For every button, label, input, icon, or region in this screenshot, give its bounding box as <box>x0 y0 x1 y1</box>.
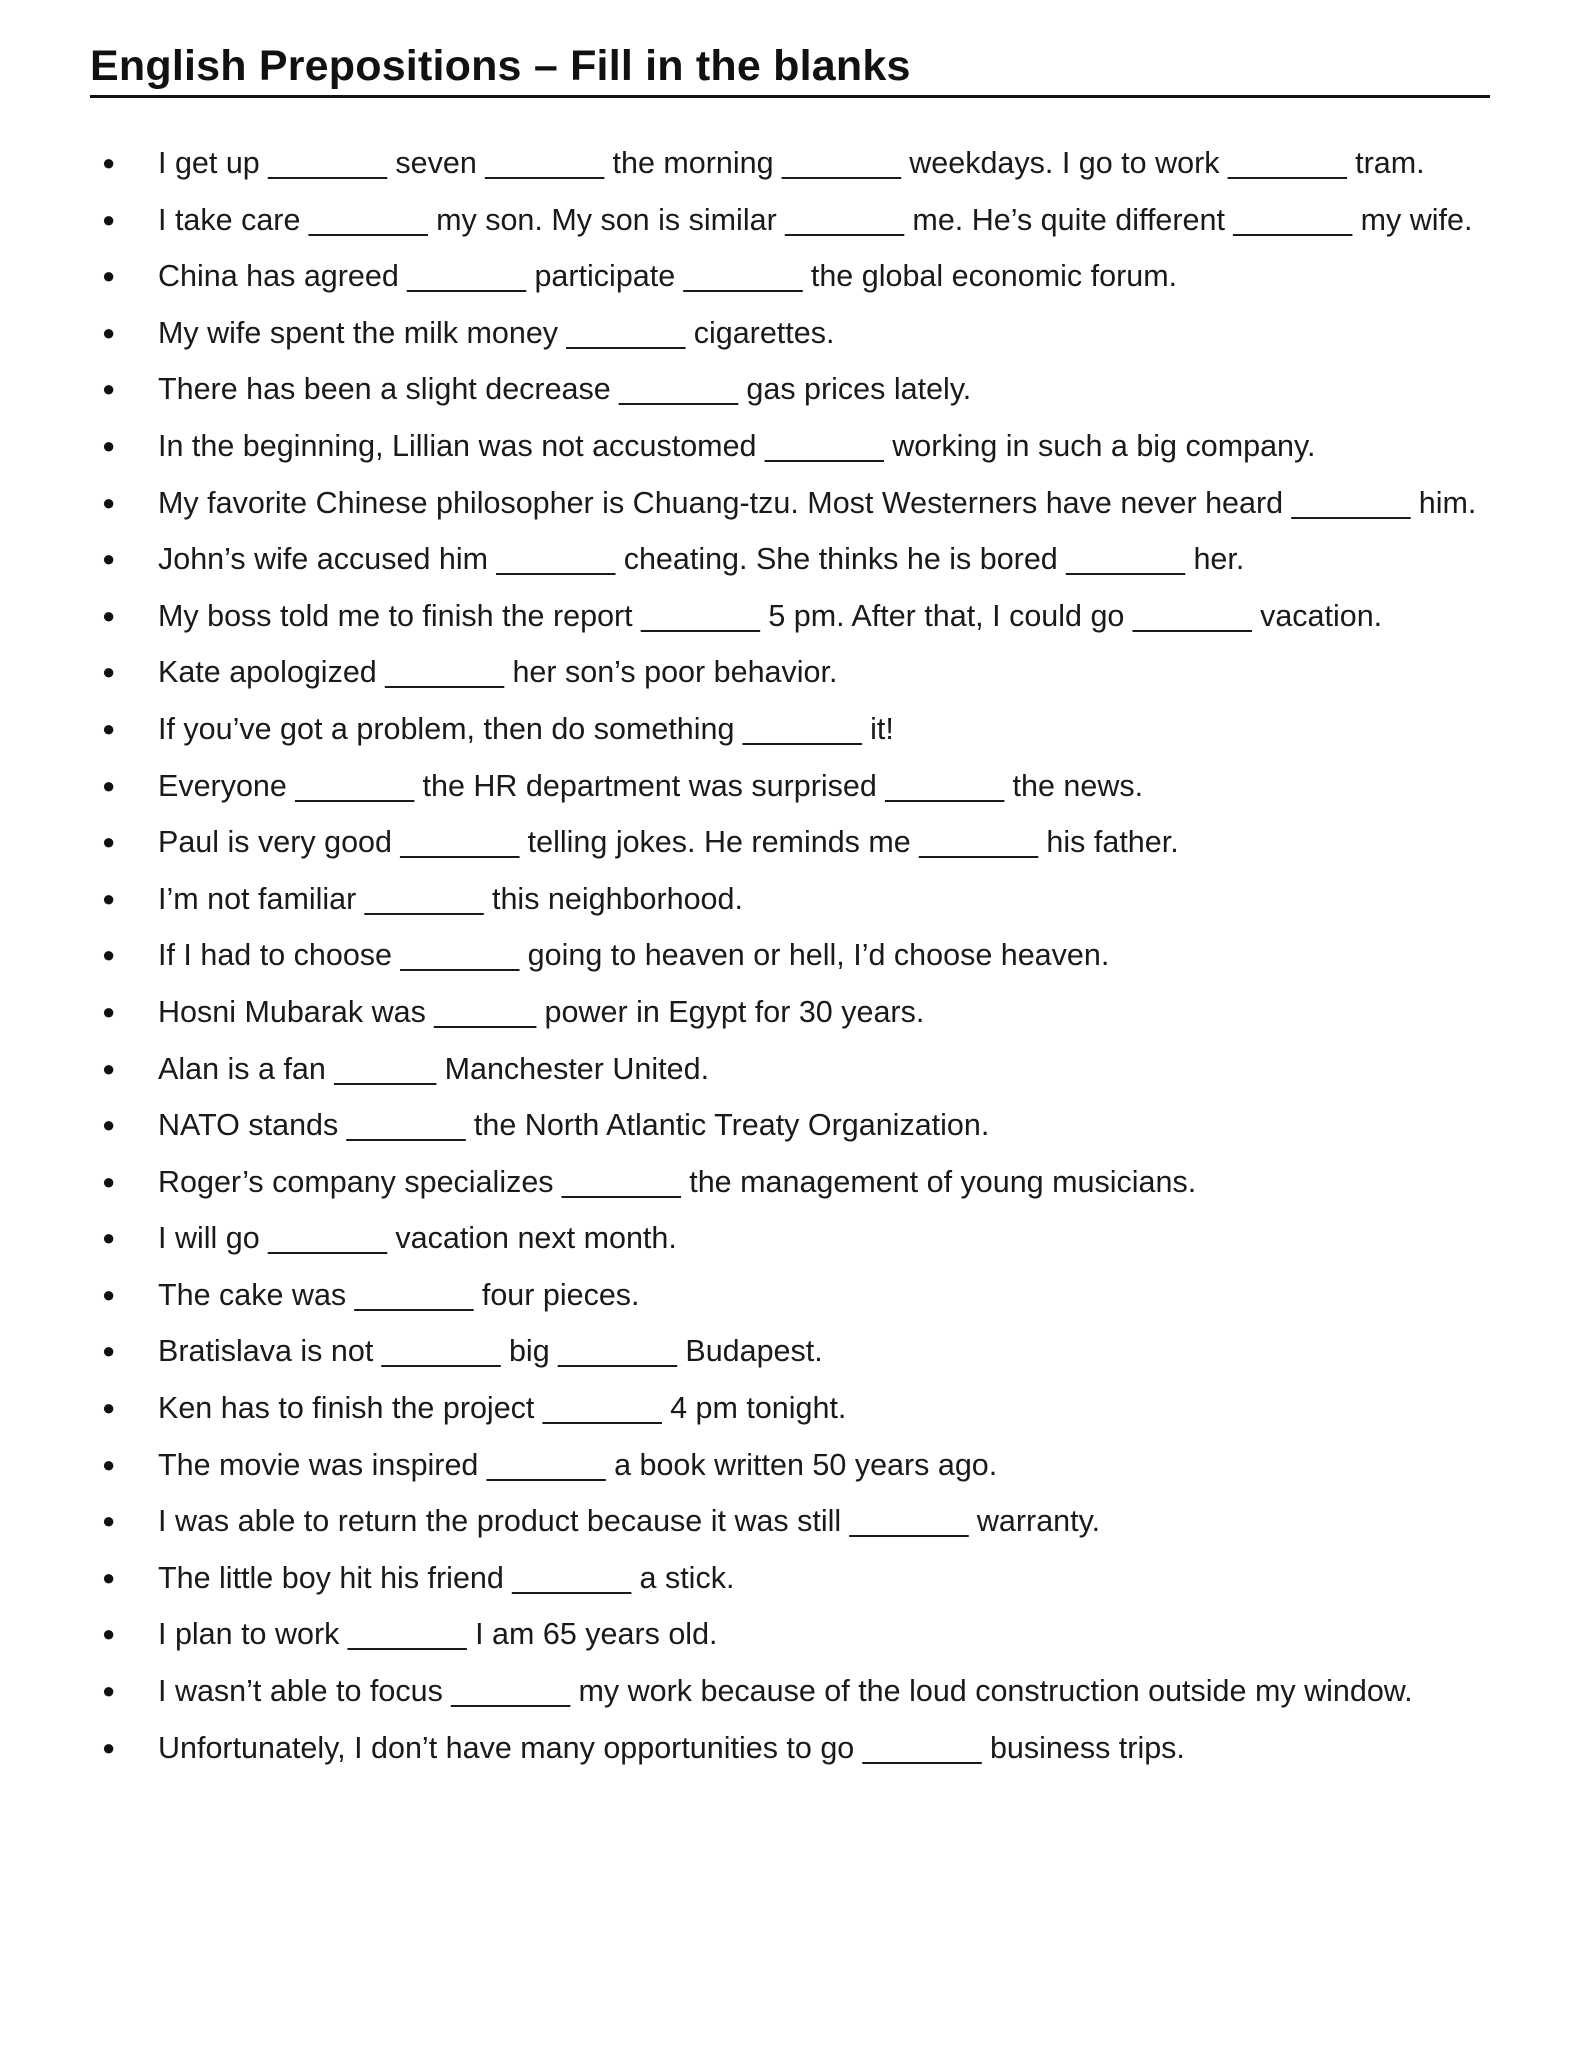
bullet-icon: ● <box>102 772 116 798</box>
exercise-sentence: My favorite Chinese philosopher is Chuang-tzu. Most Westerners have never heard _______ him. <box>158 485 1477 520</box>
exercise-item <box>90 192 1490 249</box>
bullet-icon: ● <box>102 489 116 515</box>
bullet-icon: ● <box>102 1508 116 1534</box>
worksheet-title: English Prepositions – Fill in the blanks <box>90 42 911 90</box>
bullet-icon: ● <box>102 150 116 175</box>
bullet-icon: ● <box>102 885 116 911</box>
exercise-item <box>90 984 1490 1041</box>
bullet-icon: ● <box>102 602 116 628</box>
exercise-item <box>90 1210 1490 1267</box>
exercise-item <box>90 475 1490 532</box>
bullet-icon: ● <box>102 206 116 232</box>
exercise-sentence: Unfortunately, I don’t have many opportunities to go _______ business trips. <box>158 1730 1185 1765</box>
exercise-item <box>90 1493 1490 1550</box>
bullet-icon: ● <box>102 546 116 572</box>
exercise-item <box>90 305 1490 362</box>
bullet-icon: ● <box>102 1055 116 1081</box>
exercise-item <box>90 871 1490 928</box>
exercise-item <box>90 588 1490 645</box>
exercise-sentence: Hosni Mubarak was ______ power in Egypt for 30 years. <box>158 994 925 1029</box>
exercise-item <box>90 1323 1490 1380</box>
exercise-sentence: The cake was _______ four pieces. <box>158 1277 640 1312</box>
exercise-item <box>90 135 1490 192</box>
exercise-item <box>90 1720 1490 1777</box>
exercise-item <box>90 1267 1490 1324</box>
exercise-sentence: I will go _______ vacation next month. <box>158 1221 677 1256</box>
exercise-item <box>90 927 1490 984</box>
exercise-sentence: I was able to return the product because it was still _______ warranty. <box>158 1504 1101 1539</box>
exercise-item <box>90 1380 1490 1437</box>
bullet-icon: ● <box>102 1338 116 1364</box>
exercise-item <box>90 814 1490 871</box>
exercise-sentence: My wife spent the milk money _______ cigarettes. <box>158 315 835 350</box>
bullet-icon: ● <box>102 1395 116 1421</box>
exercise-sentence: NATO stands _______ the North Atlantic Treaty Organization. <box>158 1108 990 1143</box>
exercise-sentence: I plan to work _______ I am 65 years old. <box>158 1617 718 1652</box>
exercise-sentence: I’m not familiar _______ this neighborhood. <box>158 881 743 916</box>
bullet-icon: ● <box>102 1678 116 1704</box>
exercise-item <box>90 1606 1490 1663</box>
bullet-icon: ● <box>102 1281 116 1307</box>
exercise-item <box>90 1437 1490 1494</box>
exercise-item <box>90 1663 1490 1720</box>
exercise-sentence: I wasn’t able to focus _______ my work because of the loud construction outside my window. <box>158 1674 1413 1709</box>
exercise-sentence: I take care _______ my son. My son is similar _______ me. He’s quite different _______ my wife. <box>158 202 1473 237</box>
bullet-icon: ● <box>102 829 116 855</box>
exercise-sentence: My boss told me to finish the report _______ 5 pm. After that, I could go _______ vacation. <box>158 598 1383 633</box>
bullet-icon: ● <box>102 376 116 402</box>
exercise-item <box>90 1154 1490 1211</box>
exercise-sentence: Bratislava is not _______ big _______ Budapest. <box>158 1334 823 1369</box>
bullet-icon: ● <box>102 263 116 289</box>
bullet-icon: ● <box>102 1225 116 1251</box>
bullet-icon: ● <box>102 1112 116 1138</box>
exercise-item <box>90 644 1490 701</box>
exercise-item <box>90 531 1490 588</box>
exercise-sentence: The movie was inspired _______ a book written 50 years ago. <box>158 1447 998 1482</box>
bullet-icon: ● <box>102 319 116 345</box>
exercise-item <box>90 248 1490 305</box>
exercise-sentence: There has been a slight decrease _______ gas prices lately. <box>158 372 972 407</box>
exercise-sentence: In the beginning, Lillian was not accustomed _______ working in such a big company. <box>158 428 1316 463</box>
exercise-sentence: Everyone _______ the HR department was surprised _______ the news. <box>158 768 1144 803</box>
bullet-icon: ● <box>102 998 116 1024</box>
bullet-icon: ● <box>102 1451 116 1477</box>
exercise-item <box>90 701 1490 758</box>
exercise-sentence: Alan is a fan ______ Manchester United. <box>158 1051 710 1086</box>
exercise-item <box>90 361 1490 418</box>
title-underline <box>90 95 1490 98</box>
exercise-sentence: Ken has to finish the project _______ 4 pm tonight. <box>158 1391 847 1426</box>
bullet-icon: ● <box>102 659 116 685</box>
exercise-item <box>90 418 1490 475</box>
exercise-item <box>90 1097 1490 1154</box>
exercise-sentence: The little boy hit his friend _______ a stick. <box>158 1560 735 1595</box>
bullet-icon: ● <box>102 432 116 458</box>
exercise-sentence: Kate apologized _______ her son’s poor behavior. <box>158 655 838 690</box>
exercise-sentence: Roger’s company specializes _______ the management of young musicians. <box>158 1164 1197 1199</box>
bullet-icon: ● <box>102 942 116 968</box>
exercise-sentence: China has agreed _______ participate _______ the global economic forum. <box>158 259 1178 294</box>
bullet-icon: ● <box>102 1564 116 1590</box>
exercise-sentence: Paul is very good _______ telling jokes. He reminds me _______ his father. <box>158 825 1179 860</box>
exercise-sentence: If you’ve got a problem, then do something _______ it! <box>158 711 894 746</box>
exercise-list <box>90 135 1490 1776</box>
exercise-sentence: John’s wife accused him _______ cheating. She thinks he is bored _______ her. <box>158 542 1245 577</box>
exercise-item <box>90 1041 1490 1098</box>
bullet-icon: ● <box>102 715 116 741</box>
bullet-icon: ● <box>102 1734 116 1760</box>
exercise-sentence: If I had to choose _______ going to heaven or hell, I’d choose heaven. <box>158 938 1110 973</box>
exercise-item <box>90 758 1490 815</box>
bullet-icon: ● <box>102 1168 116 1194</box>
bullet-icon: ● <box>102 1621 116 1647</box>
exercise-item <box>90 1550 1490 1607</box>
exercise-sentence: I get up _______ seven _______ the morning _______ weekdays. I go to work _______ tram. <box>158 146 1425 180</box>
